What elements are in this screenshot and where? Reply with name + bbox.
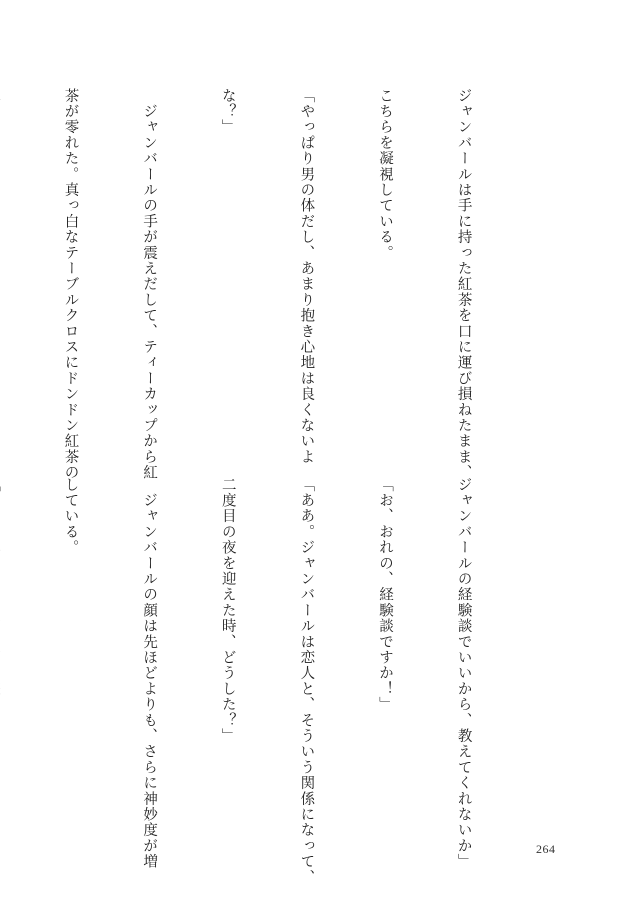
text-line: 「お、おれの、経験談ですか！」 (376, 477, 393, 713)
lower-text-block (0, 477, 529, 886)
text-line: 「ああ。ジャンバールは恋人と、そういう関係になって、 (298, 477, 315, 886)
text-line: している。 (62, 477, 79, 556)
text-line: ジャンバールは手に持った紅茶を口に運び損ねたまま、 (455, 88, 472, 481)
text-line: 茶が零れた。真っ白なテーブルクロスにドンドン紅茶の (62, 88, 79, 481)
text-line: 二度目の夜を迎えた時、どうした？」 (219, 477, 236, 744)
text-line: ジャンバールの手が震えだして、ティーカップから紅 (141, 88, 158, 481)
text-line: な？」 (219, 88, 236, 136)
text-line: 「やっぱり男の体だし、あまり抱き心地は良くないよ (298, 88, 315, 465)
text-line (0, 88, 5, 473)
text-line (0, 477, 5, 832)
page-number: 264 (536, 842, 556, 856)
text-line: こちらを凝視している。 (376, 88, 393, 261)
upper-text-block (0, 88, 529, 481)
text-line: ジャンバールの経験談でいいから、教えてくれないか」 (455, 477, 472, 870)
text-line: ジャンバールの顔は先ほどよりも、さらに神妙度が増 (141, 477, 158, 870)
